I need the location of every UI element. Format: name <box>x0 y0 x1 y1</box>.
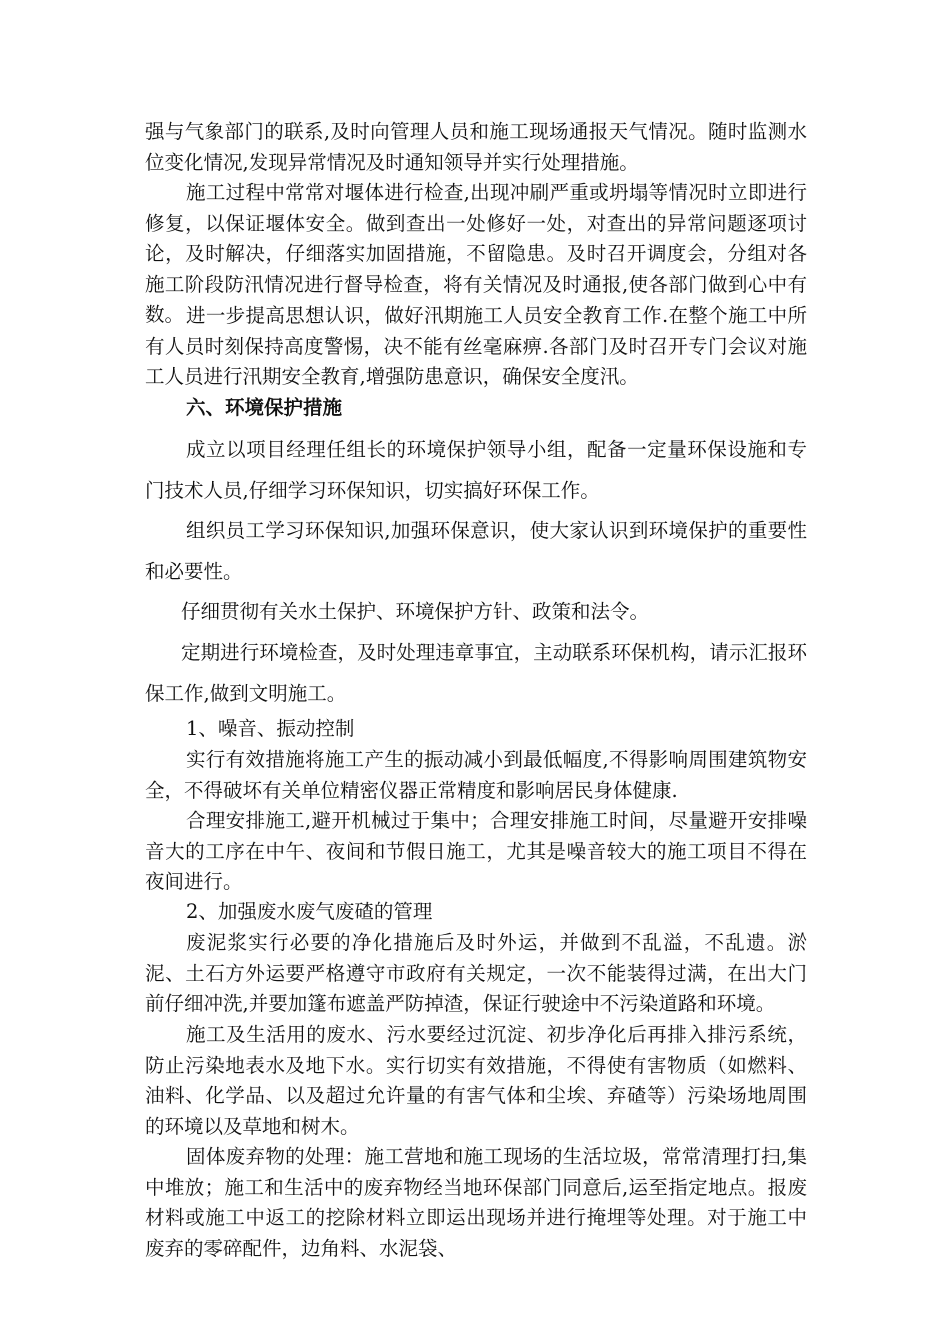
paragraph-vibration-control: 实行有效措施将施工产生的振动减小到最低幅度,不得影响周围建筑物安全，不得破坏有关单位精密仪器正常精度和影响居民身体健康. <box>145 748 807 802</box>
paragraph-solid-waste: 固体废弃物的处理：施工营地和施工现场的生活垃圾，常常清理打扫,集中堆放；施工和生活中的废弃物经当地环保部门同意后,运至指定地点。报废材料或施工中返工的挖除材料立即运出现场并进行掩埋等处理。对于施工中废弃的零碎配件，边角料、水泥袋、 <box>145 1145 807 1260</box>
paragraph-safety-education: 进一步提高思想认识，做好汛期施工人员安全教育工作.在整个施工中所有人员时刻保持高度警惕，决不能有丝毫麻痹.各部门及时召开专门会议对施工人员进行汛期安全教育,增强防患意识，确保安全度汛。 <box>145 304 807 389</box>
paragraph-construction-scheduling: 合理安排施工,避开机械过于集中；合理安排施工时间，尽量避开安排噪音大的工序在中午、夜间和节假日施工，尤其是噪音较大的施工项目不得在夜间进行。 <box>145 809 807 894</box>
paragraph-weather-liaison: 强与气象部门的联系,及时向管理人员和施工现场通报天气情况。随时监测水位变化情况,发现异常情况及时通知领导并实行处理措施。 <box>145 120 807 174</box>
section-heading-environment: 六、环境保护措施 <box>186 396 343 419</box>
paragraph-staff-training: 组织员工学习环保知识,加强环保意识，使大家认识到环境保护的重要性和必要性。 <box>145 519 807 583</box>
subheading-waste-management: 2、加强废水废气废碴的管理 <box>186 900 433 923</box>
paragraph-policies: 仔细贯彻有关水土保护、环境保护方针、政策和法令。 <box>181 600 650 623</box>
paragraph-mud-disposal: 废泥浆实行必要的净化措施后及时外运，并做到不乱溢，不乱遗。淤泥、土石方外运要严格遵守市政府有关规定，一次不能装得过满，在出大门前仔细冲洗,并要加篷布遮盖严防掉渣，保证行驶途中不污染道路和环境。 <box>145 931 807 1016</box>
paragraph-env-leadership-group: 成立以项目经理任组长的环境保护领导小组，配备一定量环保设施和专门技术人员,仔细学习环保知识，切实搞好环保工作。 <box>145 438 807 502</box>
paragraph-cofferdam-inspection: 施工过程中常常对堰体进行检查,出现冲刷严重或坍塌等情况时立即进行修复，以保证堰体安全。做到查出一处修好一处，对查出的异常问题逐项讨论，及时解决，仔细落实加固措施，不留隐患。及时召开调度会，分组对各施工阶段防汛情况进行督导检查，将有关情况及时通报,使各部门做到心中有数。 <box>145 181 807 327</box>
subheading-noise-vibration: 1、噪音、振动控制 <box>186 717 355 740</box>
paragraph-wastewater: 施工及生活用的废水、污水要经过沉淀、初步净化后再排入排污系统，防止污染地表水及地下水。实行切实有效措施，不得使有害物质（如燃料、油料、化学品、以及超过允许量的有害气体和尘埃、弃碴等）污染场地周围的环境以及草地和树木。 <box>145 1023 807 1138</box>
paragraph-env-inspection: 定期进行环境检查，及时处理违章事宜，主动联系环保机构，请示汇报环保工作,做到文明施工。 <box>145 641 807 705</box>
